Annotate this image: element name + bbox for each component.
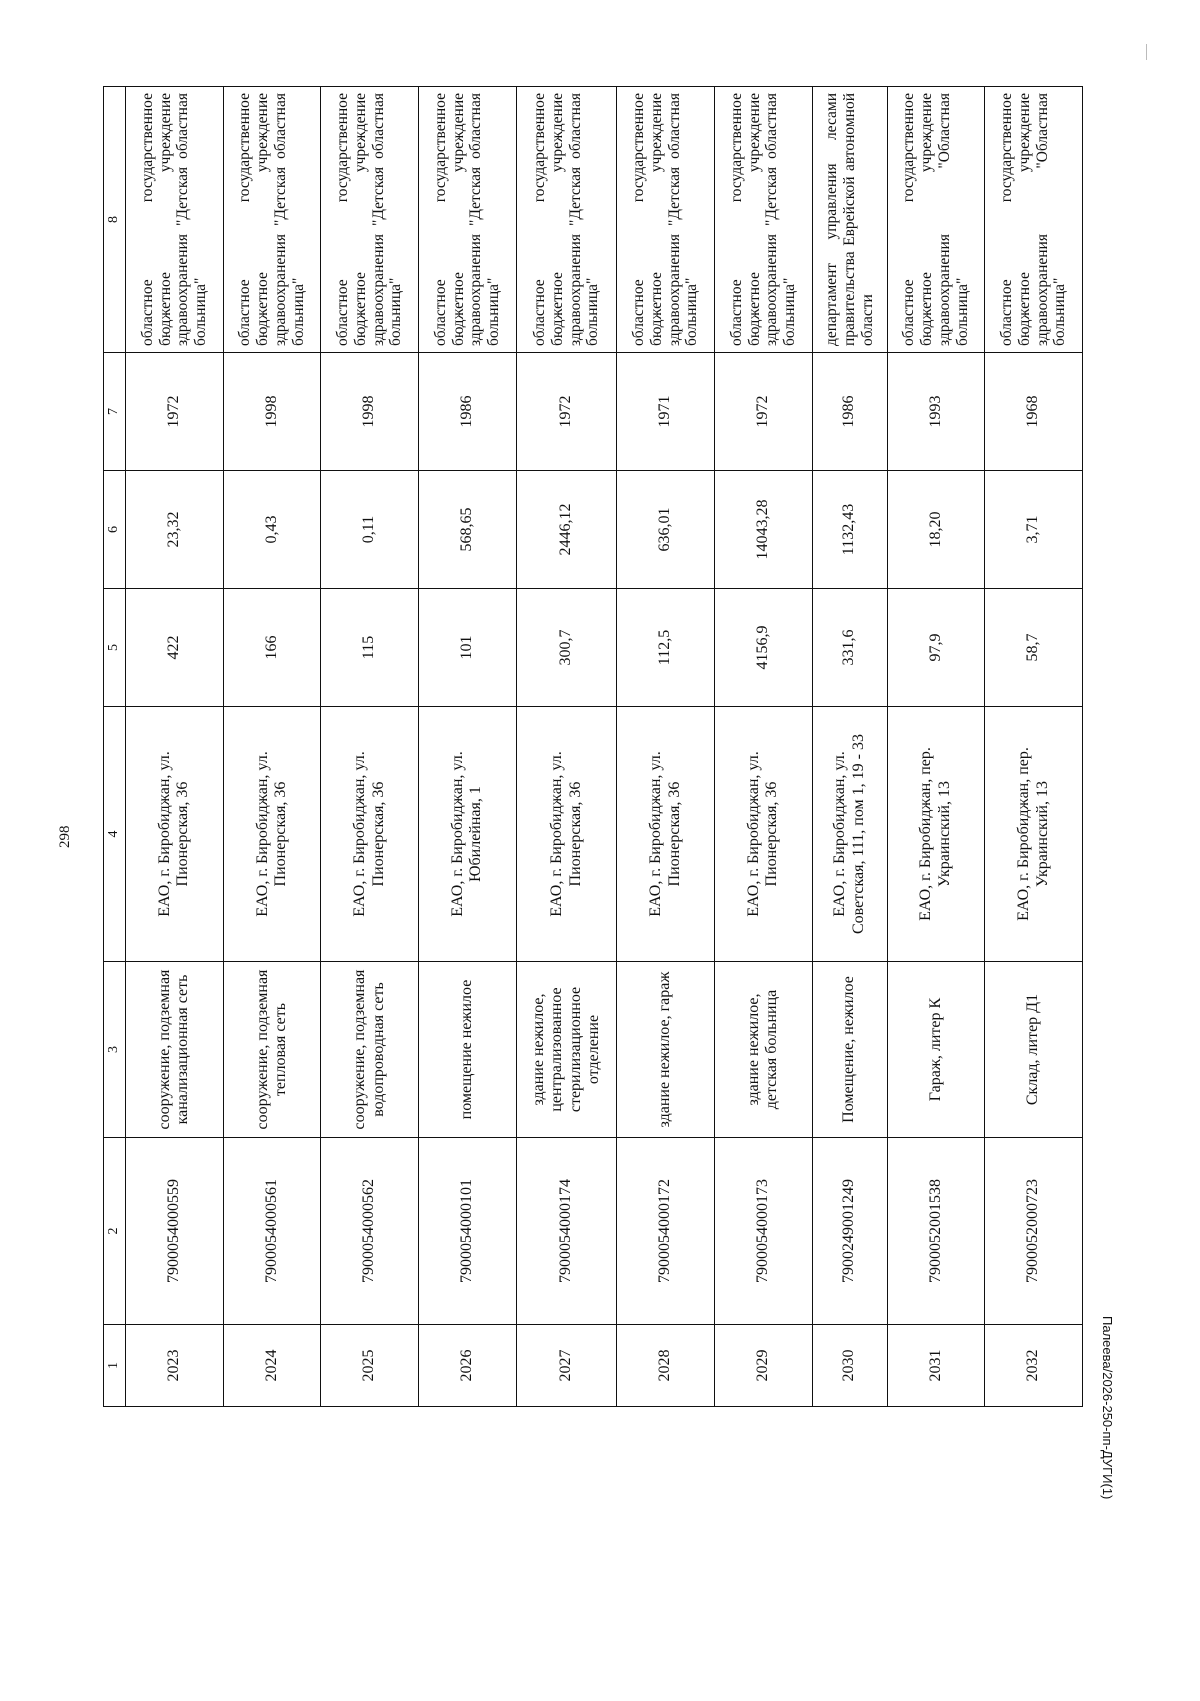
year-cell: 1972 [516, 353, 617, 471]
year-cell: 1972 [715, 353, 813, 471]
table-row [617, 87, 715, 1407]
owner-cell: областное государственное бюджетное учреждение здравоохранения "Детская областная больница" [516, 87, 617, 353]
area-cell: 101 [419, 589, 517, 707]
cost-cell: 636,01 [617, 471, 715, 589]
table-row [321, 87, 419, 1407]
row-number-cell: 2029 [715, 1325, 813, 1407]
year-cell: 1998 [223, 353, 321, 471]
header-col-8: 8 [104, 87, 126, 353]
address-cell: ЕАО, г. Биробиджан, ул. Советская, 111, пом 1, 19 - 33 [812, 707, 887, 962]
row-number-cell: 2023 [126, 1325, 224, 1407]
cost-cell: 1132,43 [812, 471, 887, 589]
row-number-cell: 2031 [887, 1325, 985, 1407]
row-number-cell: 2032 [985, 1325, 1083, 1407]
owner-cell: областное государственное бюджетное учреждение здравоохранения "Детская областная больница" [617, 87, 715, 353]
header-col-2: 2 [104, 1138, 126, 1325]
header-col-5: 5 [104, 589, 126, 707]
object-name-cell: сооружение, подземная водопроводная сеть [321, 962, 419, 1138]
table-row [223, 87, 321, 1407]
cadastral-number-cell: 7900054000174 [516, 1138, 617, 1325]
table-row [985, 87, 1083, 1407]
header-col-4: 4 [104, 707, 126, 962]
owner-cell: областное государственное бюджетное учреждение здравоохранения "Детская областная больница" [223, 87, 321, 353]
cadastral-number-cell: 7900054000173 [715, 1138, 813, 1325]
table-row [126, 87, 224, 1407]
cost-cell: 3,71 [985, 471, 1083, 589]
table-row [516, 87, 617, 1407]
object-name-cell: здание нежилое, гараж [617, 962, 715, 1138]
header-col-3: 3 [104, 962, 126, 1138]
cost-cell: 2446,12 [516, 471, 617, 589]
area-cell: 422 [126, 589, 224, 707]
header-col-7: 7 [104, 353, 126, 471]
area-cell: 331,6 [812, 589, 887, 707]
cost-cell: 568,65 [419, 471, 517, 589]
address-cell: ЕАО, г. Биробиджан, ул. Пионерская, 36 [321, 707, 419, 962]
row-number-cell: 2027 [516, 1325, 617, 1407]
address-cell: ЕАО, г. Биробиджан, ул. Пионерская, 36 [617, 707, 715, 962]
cost-cell: 18,20 [887, 471, 985, 589]
document-footer-code: Палеева/2026-250-пп-ДУГИ(1) [1100, 1316, 1115, 1500]
property-registry-table [103, 86, 1083, 1407]
object-name-cell: здание нежилое, детская больница [715, 962, 813, 1138]
row-number-cell: 2030 [812, 1325, 887, 1407]
row-number-cell: 2026 [419, 1325, 517, 1407]
table-row [887, 87, 985, 1407]
year-cell: 1993 [887, 353, 985, 471]
row-number-cell: 2025 [321, 1325, 419, 1407]
cadastral-number-cell: 7900054000101 [419, 1138, 517, 1325]
page-number: 298 [57, 825, 73, 848]
table-row [419, 87, 517, 1407]
cost-cell: 0,11 [321, 471, 419, 589]
area-cell: 166 [223, 589, 321, 707]
year-cell: 1998 [321, 353, 419, 471]
address-cell: ЕАО, г. Биробиджан, ул. Юбилейная, 1 [419, 707, 517, 962]
address-cell: ЕАО, г. Биробиджан, ул. Пионерская, 36 [516, 707, 617, 962]
year-cell: 1972 [126, 353, 224, 471]
owner-cell: областное государственное бюджетное учреждение здравоохранения "Областная больница" [985, 87, 1083, 353]
object-name-cell: здание нежилое, централизованное стерилизационное отделение [516, 962, 617, 1138]
row-number-cell: 2028 [617, 1325, 715, 1407]
owner-cell: областное государственное бюджетное учреждение здравоохранения "Детская областная больница" [419, 87, 517, 353]
table-row [812, 87, 887, 1407]
owner-cell: областное государственное бюджетное учреждение здравоохранения "Детская областная больница" [321, 87, 419, 353]
area-cell: 58,7 [985, 589, 1083, 707]
address-cell: ЕАО, г. Биробиджан, ул. Пионерская, 36 [715, 707, 813, 962]
cost-cell: 14043,28 [715, 471, 813, 589]
scan-edge-mark [1146, 44, 1147, 60]
cadastral-number-cell: 7900249001249 [812, 1138, 887, 1325]
area-cell: 115 [321, 589, 419, 707]
area-cell: 97,9 [887, 589, 985, 707]
header-col-6: 6 [104, 471, 126, 589]
owner-cell: департамент управления лесами правительства Еврейской автономной области [812, 87, 887, 353]
address-cell: ЕАО, г. Биробиджан, пер. Украинский, 13 [887, 707, 985, 962]
owner-cell: областное государственное бюджетное учреждение здравоохранения "Детская областная больница" [715, 87, 813, 353]
cadastral-number-cell: 7900052000723 [985, 1138, 1083, 1325]
year-cell: 1986 [812, 353, 887, 471]
address-cell: ЕАО, г. Биробиджан, пер. Украинский, 13 [985, 707, 1083, 962]
registry-table-rotated [103, 87, 1083, 1407]
address-cell: ЕАО, г. Биробиджан, ул. Пионерская, 36 [223, 707, 321, 962]
object-name-cell: сооружение, подземная канализационная сеть [126, 962, 224, 1138]
object-name-cell: Гараж, литер К [887, 962, 985, 1138]
area-cell: 300,7 [516, 589, 617, 707]
address-cell: ЕАО, г. Биробиджан, ул. Пионерская, 36 [126, 707, 224, 962]
cost-cell: 0,43 [223, 471, 321, 589]
owner-cell: областное государственное бюджетное учреждение здравоохранения "Областная больница" [887, 87, 985, 353]
cadastral-number-cell: 7900054000172 [617, 1138, 715, 1325]
area-cell: 4156,9 [715, 589, 813, 707]
area-cell: 112,5 [617, 589, 715, 707]
table-header-row [104, 87, 126, 1407]
owner-cell: областное государственное бюджетное учреждение здравоохранения "Детская областная больница" [126, 87, 224, 353]
cadastral-number-cell: 7900052001538 [887, 1138, 985, 1325]
header-col-1: 1 [104, 1325, 126, 1407]
cadastral-number-cell: 7900054000562 [321, 1138, 419, 1325]
table-row [715, 87, 813, 1407]
object-name-cell: Помещение, нежилое [812, 962, 887, 1138]
cadastral-number-cell: 7900054000561 [223, 1138, 321, 1325]
cadastral-number-cell: 7900054000559 [126, 1138, 224, 1325]
cost-cell: 23,32 [126, 471, 224, 589]
year-cell: 1971 [617, 353, 715, 471]
year-cell: 1986 [419, 353, 517, 471]
object-name-cell: помещение нежилое [419, 962, 517, 1138]
object-name-cell: сооружение, подземная тепловая сеть [223, 962, 321, 1138]
year-cell: 1968 [985, 353, 1083, 471]
row-number-cell: 2024 [223, 1325, 321, 1407]
object-name-cell: Склад, литер Д1 [985, 962, 1083, 1138]
